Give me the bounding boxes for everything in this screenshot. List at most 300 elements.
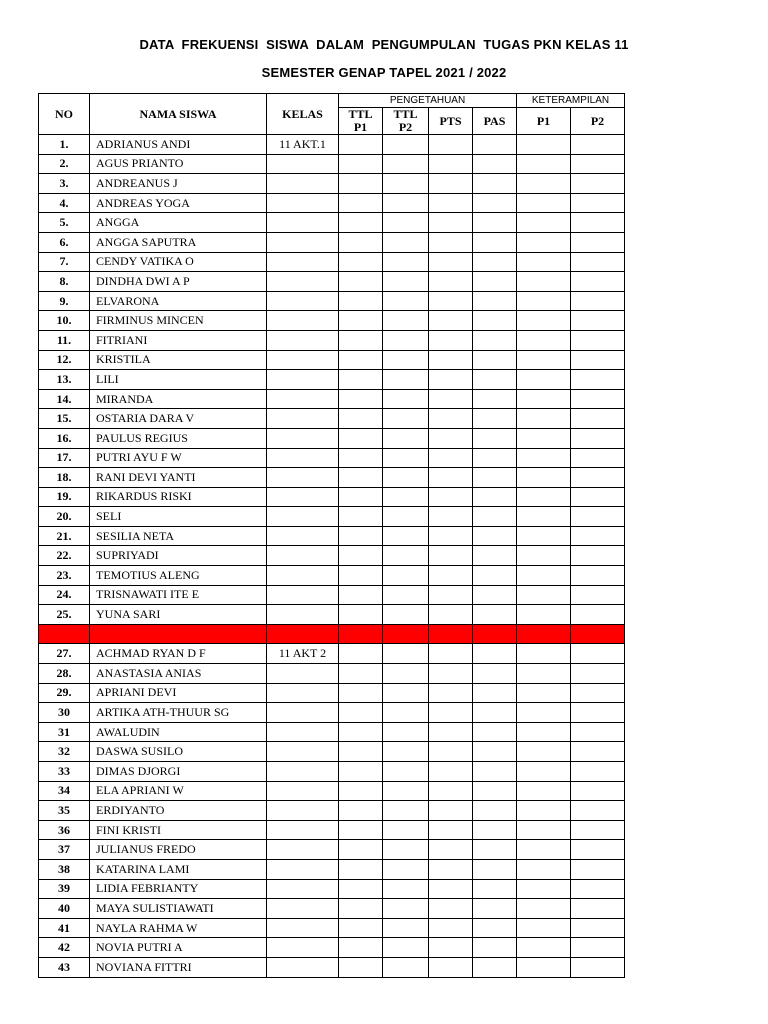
score-ttl-p2[interactable] (383, 683, 429, 703)
score-pas[interactable] (473, 174, 517, 194)
score-keterampilan-p2[interactable] (571, 859, 625, 879)
score-keterampilan-p2[interactable] (571, 722, 625, 742)
score-ttl-p1[interactable] (339, 311, 383, 331)
score-pas[interactable] (473, 957, 517, 977)
score-pas[interactable] (473, 193, 517, 213)
score-keterampilan-p2[interactable] (571, 526, 625, 546)
score-keterampilan-p2[interactable] (571, 683, 625, 703)
score-pts[interactable] (429, 664, 473, 684)
score-pas[interactable] (473, 801, 517, 821)
score-keterampilan-p1[interactable] (517, 840, 571, 860)
score-keterampilan-p1[interactable] (517, 899, 571, 919)
score-keterampilan-p1[interactable] (517, 703, 571, 723)
score-ttl-p1[interactable] (339, 350, 383, 370)
score-keterampilan-p1[interactable] (517, 546, 571, 566)
score-ttl-p2[interactable] (383, 938, 429, 958)
student-name: TRISNAWATI ITE E (90, 585, 267, 605)
score-pas[interactable] (473, 468, 517, 488)
score-ttl-p2[interactable] (383, 957, 429, 977)
score-ttl-p2[interactable] (383, 526, 429, 546)
score-keterampilan-p1[interactable] (517, 879, 571, 899)
score-pts[interactable] (429, 546, 473, 566)
score-pts[interactable] (429, 957, 473, 977)
score-ttl-p2[interactable] (383, 213, 429, 233)
score-ttl-p1[interactable] (339, 566, 383, 586)
score-ttl-p1[interactable] (339, 507, 383, 527)
score-ttl-p1[interactable] (339, 644, 383, 664)
score-pts[interactable] (429, 409, 473, 429)
score-pts[interactable] (429, 683, 473, 703)
score-keterampilan-p1[interactable] (517, 683, 571, 703)
class-name (267, 879, 339, 899)
score-ttl-p1[interactable] (339, 859, 383, 879)
score-keterampilan-p2[interactable] (571, 605, 625, 625)
student-name: AWALUDIN (90, 722, 267, 742)
score-ttl-p1[interactable] (339, 879, 383, 899)
row-number: 40 (39, 899, 90, 919)
score-keterampilan-p1[interactable] (517, 135, 571, 155)
score-ttl-p1[interactable] (339, 409, 383, 429)
score-keterampilan-p2[interactable] (571, 154, 625, 174)
score-keterampilan-p2[interactable] (571, 566, 625, 586)
score-pas[interactable] (473, 918, 517, 938)
score-pas[interactable] (473, 644, 517, 664)
score-ttl-p2[interactable] (383, 899, 429, 919)
score-ttl-p1[interactable] (339, 468, 383, 488)
score-keterampilan-p1[interactable] (517, 154, 571, 174)
score-keterampilan-p1[interactable] (517, 526, 571, 546)
score-keterampilan-p2[interactable] (571, 957, 625, 977)
row-number: 11. (39, 330, 90, 350)
score-keterampilan-p1[interactable] (517, 213, 571, 233)
row-number: 23. (39, 566, 90, 586)
table-row (39, 683, 625, 703)
score-pas[interactable] (473, 370, 517, 390)
class-name (267, 409, 339, 429)
score-keterampilan-p2[interactable] (571, 899, 625, 919)
score-pts[interactable] (429, 135, 473, 155)
score-keterampilan-p2[interactable] (571, 664, 625, 684)
score-keterampilan-p1[interactable] (517, 174, 571, 194)
header-pengetahuan: PENGETAHUAN (339, 94, 517, 108)
table-row (39, 468, 625, 488)
score-keterampilan-p1[interactable] (517, 330, 571, 350)
score-pas[interactable] (473, 722, 517, 742)
score-keterampilan-p1[interactable] (517, 722, 571, 742)
score-ttl-p2[interactable] (383, 546, 429, 566)
score-keterampilan-p2[interactable] (571, 389, 625, 409)
score-ttl-p1[interactable] (339, 546, 383, 566)
score-keterampilan-p1[interactable] (517, 193, 571, 213)
score-ttl-p2[interactable] (383, 389, 429, 409)
score-pts[interactable] (429, 154, 473, 174)
score-ttl-p2[interactable] (383, 722, 429, 742)
score-pts[interactable] (429, 174, 473, 194)
score-ttl-p1[interactable] (339, 938, 383, 958)
score-pas[interactable] (473, 859, 517, 879)
score-ttl-p2[interactable] (383, 350, 429, 370)
score-pas[interactable] (473, 330, 517, 350)
row-number: 34 (39, 781, 90, 801)
score-pas[interactable] (473, 703, 517, 723)
score-ttl-p1[interactable] (339, 135, 383, 155)
table-row (39, 272, 625, 292)
score-pas[interactable] (473, 350, 517, 370)
score-pts[interactable] (429, 938, 473, 958)
header-p2: P2 (571, 108, 625, 135)
score-keterampilan-p1[interactable] (517, 566, 571, 586)
score-keterampilan-p1[interactable] (517, 428, 571, 448)
score-ttl-p1[interactable] (339, 585, 383, 605)
score-ttl-p1[interactable] (339, 605, 383, 625)
table-row (39, 605, 625, 625)
score-keterampilan-p2[interactable] (571, 487, 625, 507)
score-pts[interactable] (429, 330, 473, 350)
score-pas[interactable] (473, 154, 517, 174)
score-keterampilan-p1[interactable] (517, 448, 571, 468)
score-keterampilan-p2[interactable] (571, 193, 625, 213)
score-ttl-p2[interactable] (383, 762, 429, 782)
score-keterampilan-p1[interactable] (517, 350, 571, 370)
score-keterampilan-p2[interactable] (571, 879, 625, 899)
score-keterampilan-p1[interactable] (517, 585, 571, 605)
score-keterampilan-p1[interactable] (517, 938, 571, 958)
student-name: CENDY VATIKA O (90, 252, 267, 272)
score-ttl-p1[interactable] (339, 899, 383, 919)
score-pas[interactable] (473, 585, 517, 605)
score-pts[interactable] (429, 605, 473, 625)
score-pts[interactable] (429, 232, 473, 252)
score-ttl-p1[interactable] (339, 957, 383, 977)
score-ttl-p1[interactable] (339, 232, 383, 252)
score-keterampilan-p2[interactable] (571, 370, 625, 390)
score-ttl-p2[interactable] (383, 820, 429, 840)
score-ttl-p1[interactable] (339, 742, 383, 762)
score-pas[interactable] (473, 899, 517, 919)
score-pts[interactable] (429, 526, 473, 546)
score-pts[interactable] (429, 742, 473, 762)
table-row (39, 232, 625, 252)
table-row (39, 899, 625, 919)
row-number: 39 (39, 879, 90, 899)
score-keterampilan-p2[interactable] (571, 762, 625, 782)
score-pts[interactable] (429, 801, 473, 821)
score-keterampilan-p1[interactable] (517, 605, 571, 625)
score-keterampilan-p1[interactable] (517, 272, 571, 292)
class-name (267, 213, 339, 233)
score-ttl-p2[interactable] (383, 409, 429, 429)
score-keterampilan-p1[interactable] (517, 507, 571, 527)
table-row (39, 291, 625, 311)
score-ttl-p1[interactable] (339, 272, 383, 292)
score-ttl-p1[interactable] (339, 918, 383, 938)
score-ttl-p2[interactable] (383, 135, 429, 155)
score-keterampilan-p2[interactable] (571, 291, 625, 311)
score-pts[interactable] (429, 213, 473, 233)
score-ttl-p1[interactable] (339, 213, 383, 233)
score-pas[interactable] (473, 781, 517, 801)
score-ttl-p1[interactable] (339, 174, 383, 194)
score-pas[interactable] (473, 409, 517, 429)
score-keterampilan-p1[interactable] (517, 664, 571, 684)
header-no: NO (39, 94, 90, 135)
score-pas[interactable] (473, 448, 517, 468)
score-keterampilan-p1[interactable] (517, 311, 571, 331)
score-ttl-p1[interactable] (339, 840, 383, 860)
row-number: 27. (39, 644, 90, 664)
score-pts[interactable] (429, 468, 473, 488)
score-pts[interactable] (429, 722, 473, 742)
score-pts[interactable] (429, 820, 473, 840)
score-ttl-p1[interactable] (339, 722, 383, 742)
score-pas[interactable] (473, 428, 517, 448)
score-keterampilan-p2[interactable] (571, 448, 625, 468)
score-ttl-p1[interactable] (339, 428, 383, 448)
score-keterampilan-p1[interactable] (517, 957, 571, 977)
score-keterampilan-p2[interactable] (571, 272, 625, 292)
class-name (267, 350, 339, 370)
student-name: ERDIYANTO (90, 801, 267, 821)
score-keterampilan-p2[interactable] (571, 703, 625, 723)
score-pas[interactable] (473, 546, 517, 566)
row-number: 22. (39, 546, 90, 566)
score-pts[interactable] (429, 487, 473, 507)
score-ttl-p2[interactable] (383, 370, 429, 390)
score-ttl-p1[interactable] (339, 801, 383, 821)
score-keterampilan-p1[interactable] (517, 781, 571, 801)
student-name: AGUS PRIANTO (90, 154, 267, 174)
score-ttl-p2[interactable] (383, 193, 429, 213)
score-ttl-p2[interactable] (383, 879, 429, 899)
score-keterampilan-p1[interactable] (517, 820, 571, 840)
row-number: 24. (39, 585, 90, 605)
score-keterampilan-p2[interactable] (571, 311, 625, 331)
score-pas[interactable] (473, 272, 517, 292)
score-pas[interactable] (473, 232, 517, 252)
score-ttl-p1[interactable] (339, 193, 383, 213)
score-ttl-p2[interactable] (383, 330, 429, 350)
student-name: APRIANI DEVI (90, 683, 267, 703)
score-pts[interactable] (429, 879, 473, 899)
score-pts[interactable] (429, 311, 473, 331)
class-name (267, 370, 339, 390)
score-ttl-p2[interactable] (383, 174, 429, 194)
student-name: ADRIANUS ANDI (90, 135, 267, 155)
score-ttl-p1[interactable] (339, 781, 383, 801)
score-pts[interactable] (429, 370, 473, 390)
score-ttl-p1[interactable] (339, 762, 383, 782)
score-ttl-p2[interactable] (383, 428, 429, 448)
table-row (39, 389, 625, 409)
document-title: DATA FREKUENSI SISWA DALAM PENGUMPULAN TUGAS PKN KELAS 11 (139, 37, 629, 52)
score-ttl-p2[interactable] (383, 252, 429, 272)
score-pas[interactable] (473, 135, 517, 155)
score-keterampilan-p1[interactable] (517, 370, 571, 390)
score-ttl-p1[interactable] (339, 154, 383, 174)
score-pts[interactable] (429, 703, 473, 723)
score-keterampilan-p1[interactable] (517, 389, 571, 409)
student-name: KRISTILA (90, 350, 267, 370)
score-ttl-p2[interactable] (383, 703, 429, 723)
score-pts[interactable] (429, 350, 473, 370)
score-keterampilan-p1[interactable] (517, 468, 571, 488)
score-pts[interactable] (429, 448, 473, 468)
score-keterampilan-p2[interactable] (571, 507, 625, 527)
score-keterampilan-p2[interactable] (571, 742, 625, 762)
score-ttl-p2[interactable] (383, 291, 429, 311)
score-pas[interactable] (473, 664, 517, 684)
score-ttl-p2[interactable] (383, 801, 429, 821)
score-ttl-p2[interactable] (383, 272, 429, 292)
row-number: 31 (39, 722, 90, 742)
score-ttl-p1[interactable] (339, 487, 383, 507)
score-pts[interactable] (429, 389, 473, 409)
table-row (39, 546, 625, 566)
student-name: MIRANDA (90, 389, 267, 409)
separator-cell (473, 624, 517, 644)
score-pas[interactable] (473, 487, 517, 507)
score-ttl-p2[interactable] (383, 781, 429, 801)
score-pts[interactable] (429, 272, 473, 292)
score-keterampilan-p2[interactable] (571, 174, 625, 194)
score-keterampilan-p2[interactable] (571, 428, 625, 448)
score-ttl-p1[interactable] (339, 291, 383, 311)
score-keterampilan-p1[interactable] (517, 409, 571, 429)
score-ttl-p1[interactable] (339, 526, 383, 546)
score-ttl-p1[interactable] (339, 330, 383, 350)
score-pts[interactable] (429, 899, 473, 919)
header-ttl-p2 (383, 108, 429, 135)
score-keterampilan-p1[interactable] (517, 644, 571, 664)
score-pas[interactable] (473, 840, 517, 860)
score-pts[interactable] (429, 840, 473, 860)
score-ttl-p2[interactable] (383, 859, 429, 879)
score-keterampilan-p2[interactable] (571, 644, 625, 664)
score-ttl-p2[interactable] (383, 742, 429, 762)
score-keterampilan-p2[interactable] (571, 781, 625, 801)
score-ttl-p2[interactable] (383, 566, 429, 586)
score-pas[interactable] (473, 938, 517, 958)
score-ttl-p2[interactable] (383, 507, 429, 527)
score-keterampilan-p1[interactable] (517, 232, 571, 252)
score-pas[interactable] (473, 526, 517, 546)
score-pas[interactable] (473, 683, 517, 703)
score-ttl-p2[interactable] (383, 840, 429, 860)
score-ttl-p2[interactable] (383, 585, 429, 605)
score-ttl-p1[interactable] (339, 389, 383, 409)
score-keterampilan-p2[interactable] (571, 546, 625, 566)
document-subtitle: SEMESTER GENAP TAPEL 2021 / 2022 (261, 65, 507, 80)
score-keterampilan-p2[interactable] (571, 135, 625, 155)
class-name (267, 820, 339, 840)
score-ttl-p2[interactable] (383, 154, 429, 174)
score-pts[interactable] (429, 859, 473, 879)
score-ttl-p1[interactable] (339, 370, 383, 390)
score-ttl-p2[interactable] (383, 468, 429, 488)
score-ttl-p1[interactable] (339, 664, 383, 684)
score-keterampilan-p2[interactable] (571, 232, 625, 252)
score-pts[interactable] (429, 918, 473, 938)
score-keterampilan-p1[interactable] (517, 291, 571, 311)
score-pas[interactable] (473, 820, 517, 840)
table-row (39, 703, 625, 723)
score-keterampilan-p1[interactable] (517, 252, 571, 272)
score-ttl-p2[interactable] (383, 605, 429, 625)
score-keterampilan-p2[interactable] (571, 409, 625, 429)
score-pas[interactable] (473, 252, 517, 272)
class-name: 11 AKT 2 (267, 644, 339, 664)
score-keterampilan-p1[interactable] (517, 801, 571, 821)
header-pas: PAS (473, 108, 517, 135)
score-pas[interactable] (473, 762, 517, 782)
score-keterampilan-p1[interactable] (517, 742, 571, 762)
score-ttl-p2[interactable] (383, 644, 429, 664)
score-pas[interactable] (473, 507, 517, 527)
score-pas[interactable] (473, 605, 517, 625)
score-keterampilan-p2[interactable] (571, 252, 625, 272)
score-pas[interactable] (473, 566, 517, 586)
score-keterampilan-p2[interactable] (571, 820, 625, 840)
score-keterampilan-p1[interactable] (517, 918, 571, 938)
score-keterampilan-p2[interactable] (571, 330, 625, 350)
score-pts[interactable] (429, 428, 473, 448)
score-pas[interactable] (473, 291, 517, 311)
score-pts[interactable] (429, 507, 473, 527)
class-name (267, 840, 339, 860)
score-keterampilan-p2[interactable] (571, 468, 625, 488)
score-keterampilan-p2[interactable] (571, 585, 625, 605)
score-pts[interactable] (429, 585, 473, 605)
score-ttl-p2[interactable] (383, 448, 429, 468)
score-keterampilan-p2[interactable] (571, 350, 625, 370)
score-pts[interactable] (429, 644, 473, 664)
score-keterampilan-p1[interactable] (517, 859, 571, 879)
score-pts[interactable] (429, 781, 473, 801)
score-pts[interactable] (429, 252, 473, 272)
score-keterampilan-p1[interactable] (517, 762, 571, 782)
score-pts[interactable] (429, 762, 473, 782)
score-ttl-p2[interactable] (383, 311, 429, 331)
score-ttl-p1[interactable] (339, 448, 383, 468)
score-ttl-p2[interactable] (383, 664, 429, 684)
score-ttl-p2[interactable] (383, 232, 429, 252)
score-keterampilan-p2[interactable] (571, 840, 625, 860)
header-ttl-p1-bottom: P1 (353, 120, 368, 134)
student-name: NAYLA RAHMA W (90, 918, 267, 938)
score-ttl-p1[interactable] (339, 252, 383, 272)
row-number: 28. (39, 664, 90, 684)
score-ttl-p1[interactable] (339, 820, 383, 840)
score-pas[interactable] (473, 311, 517, 331)
score-pts[interactable] (429, 566, 473, 586)
score-ttl-p2[interactable] (383, 918, 429, 938)
score-keterampilan-p1[interactable] (517, 487, 571, 507)
score-pas[interactable] (473, 389, 517, 409)
score-pas[interactable] (473, 213, 517, 233)
score-keterampilan-p2[interactable] (571, 213, 625, 233)
score-pas[interactable] (473, 879, 517, 899)
score-keterampilan-p2[interactable] (571, 918, 625, 938)
score-keterampilan-p2[interactable] (571, 938, 625, 958)
score-ttl-p2[interactable] (383, 487, 429, 507)
score-ttl-p1[interactable] (339, 703, 383, 723)
score-pas[interactable] (473, 742, 517, 762)
score-ttl-p1[interactable] (339, 683, 383, 703)
score-pts[interactable] (429, 291, 473, 311)
class-name (267, 448, 339, 468)
score-pts[interactable] (429, 193, 473, 213)
score-keterampilan-p2[interactable] (571, 801, 625, 821)
